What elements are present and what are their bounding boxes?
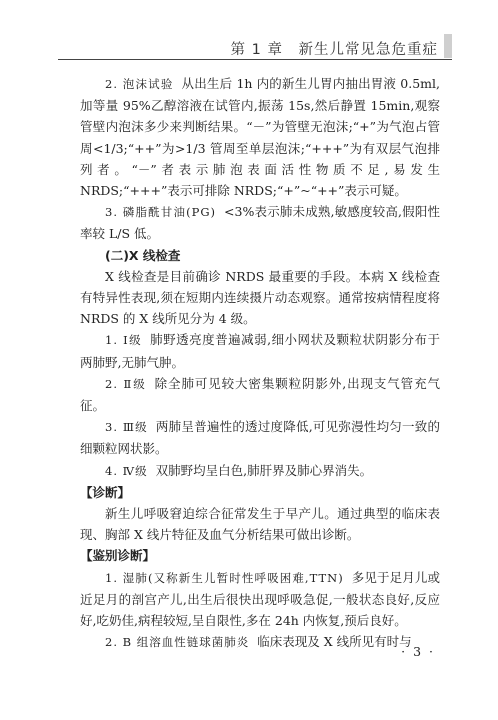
chapter-title: 第 1 章 新生儿常见急危重症 xyxy=(230,42,438,58)
page-body xyxy=(80,73,440,653)
item-label: 2. 泡沫试验 xyxy=(105,77,174,91)
item-text: 从出生后 1h 内的新生儿胃内抽出胃液 0.5ml,加等量 95%乙醇溶液在试管内,振荡 15s,然后静置 15min,观察管壁内泡沫多少来判断结果。“－”为管壁无泡沫;“+”为气泡占管周<1/3;“++”为>1/3 管周至单层泡沫;“+++”为有双层气泡排列者。“－”者表示肺泡表面活性物质不足,易发生 NRDS;“+++”表示可排除 NRDS;“+”~“++”表示可疑。 xyxy=(80,76,440,199)
item-text: 除全肺可见较大密集颗粒阴影外,出现支气管充气征。 xyxy=(80,375,440,414)
paragraph-foam-test xyxy=(80,73,440,201)
item-label: 3. Ⅲ级 xyxy=(105,420,148,435)
item-text: 肺野透亮度普遍减弱,细小网状及颗粒状阴影分布于两肺野,无肺气肿。 xyxy=(80,332,440,370)
item-label: 1. Ⅰ级 xyxy=(105,333,143,348)
item-text: 双肺野均呈白色,肺肝界及肺心界消失。 xyxy=(155,462,373,478)
chapter-tab-marker xyxy=(444,34,452,58)
item-text: 临床表现及 X 线所见有时与 xyxy=(257,634,412,650)
paragraph-grade-1 xyxy=(80,329,440,372)
paragraph-grade-2 xyxy=(80,373,440,416)
item-text: 两肺呈普遍性的透过度降低,可见弥漫性均匀一致的细颗粒网状影。 xyxy=(80,419,440,457)
header-rule xyxy=(58,59,452,60)
section-heading-differential: 【鉴别诊断】 xyxy=(80,548,156,564)
item-label: 2. Ⅱ级 xyxy=(105,376,147,391)
item-label: 3. 磷脂酰甘油(PG) xyxy=(105,205,217,220)
item-label: 1. 湿肺(又称新生儿暂时性呼吸困难,TTN) xyxy=(105,570,344,585)
item-text: <3%表示肺未成熟,敏感度较高,假阳性率较 L/S 低。 xyxy=(80,204,440,242)
paragraph-gbs xyxy=(80,631,440,653)
section-heading-diagnosis: 【诊断】 xyxy=(80,484,131,500)
item-text: 多见于足月儿或近足月的剖宫产儿,出生后很快出现呼吸急促,一般状态良好,反应好,吃奶佳,病程较短,呈自限性,多在 24h 内恢复,预后良好。 xyxy=(80,569,440,629)
section-heading-xray: (二)X 线检查 xyxy=(105,247,181,263)
paragraph-ttn xyxy=(80,567,440,632)
paragraph-pg xyxy=(80,201,440,244)
item-label: 4. Ⅳ级 xyxy=(105,463,148,478)
paragraph-grade-3 xyxy=(80,416,440,459)
paragraph-grade-4 xyxy=(80,460,440,482)
page-number: · 3 · xyxy=(401,644,435,659)
item-label: 2. B 组溶血性链球菌肺炎 xyxy=(105,635,250,650)
paragraph-xray-intro: X 线检查是目前确诊 NRDS 最重要的手段。本病 X 线检查有特异性表现,须在短期内连续摄片动态观察。通常按病情程度将 NRDS 的 X 线所见分为 4 级。 xyxy=(80,268,440,327)
paragraph-diagnosis: 新生儿呼吸窘迫综合征常发生于早产儿。通过典型的临床表现、胸部 X 线片特征及血气分析结果可做出诊断。 xyxy=(80,506,440,543)
page-header xyxy=(0,0,498,64)
